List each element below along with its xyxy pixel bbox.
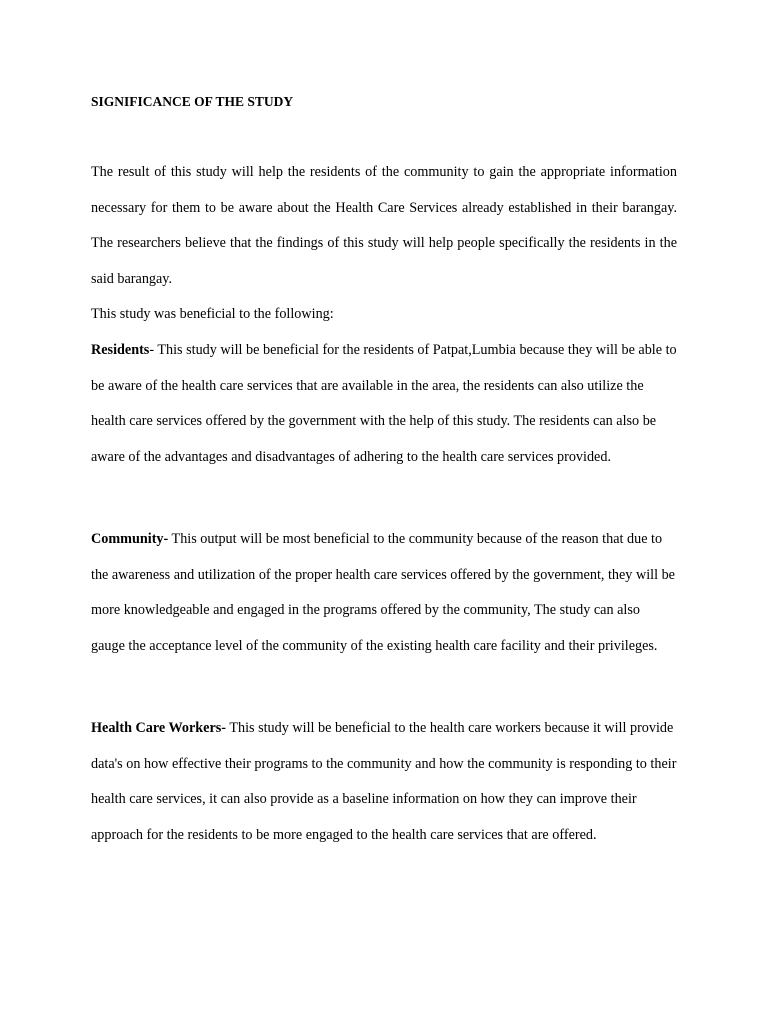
beneficiary-text: - This study will be beneficial for the residents of Patpat,Lumbia because they will be able to be aware of the health care services that are available in the area, the residents can also utilize the health care services offered by the government with the help of this study. The residents can also be aware of the advantages and disadvantages of adhering to the health care services provided. bbox=[91, 342, 677, 466]
beneficiary-label: Residents bbox=[91, 342, 150, 358]
beneficiary-label: Community- bbox=[91, 531, 169, 547]
beneficiaries-intro: This study was beneficial to the following: bbox=[91, 306, 334, 322]
beneficiary-text: This output will be most beneficial to the community because of the reason that due to the awareness and utilization of the proper health care services offered by the government, they will be more knowledgeable and engaged in the programs offered by the community, The study can also gauge the acceptance level of the community of the existing health care facility and their privileges. bbox=[91, 531, 675, 655]
beneficiary-residents bbox=[91, 333, 677, 476]
beneficiary-community bbox=[91, 522, 677, 665]
section-heading: SIGNIFICANCE OF THE STUDY bbox=[91, 94, 294, 109]
beneficiary-text: This study will be beneficial to the health care workers because it will provide data's on how effective their programs to the community and how the community is responding to their health care services, it can also provide as a baseline information on how they can improve their approach for the residents to be more engaged to the health care services that are offered. bbox=[91, 720, 677, 844]
intro-paragraph: The result of this study will help the residents of the community to gain the appropriate information necessary for them to be aware about the Health Care Services already established in their barangay. The researchers believe that the findings of this study will help people specifically the residents in the said barangay. bbox=[91, 164, 677, 288]
beneficiary-health-care-workers bbox=[91, 711, 677, 854]
beneficiary-label: Health Care Workers- bbox=[91, 720, 227, 736]
